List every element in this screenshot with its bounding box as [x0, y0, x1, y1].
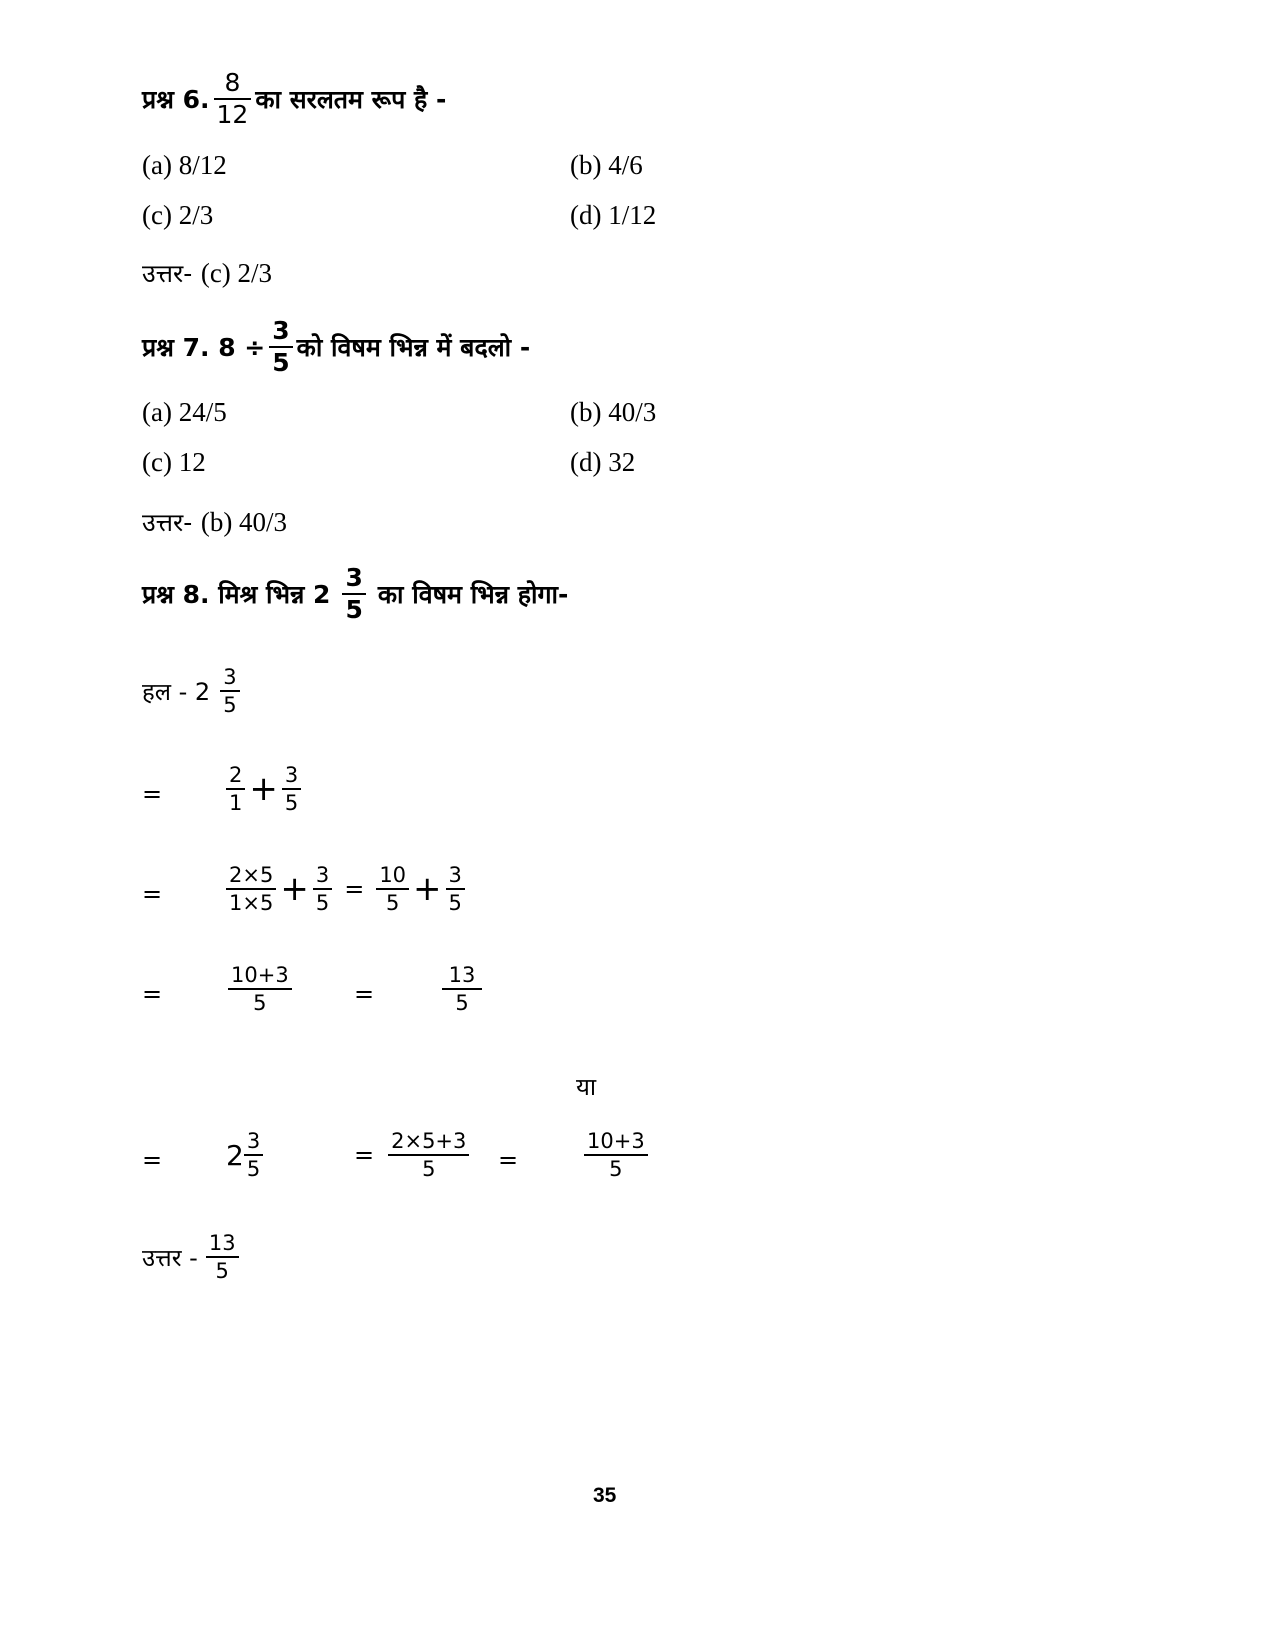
fraction-denominator: 5: [609, 1157, 623, 1182]
fraction-denominator: 5: [448, 891, 462, 916]
q6-fraction-denominator: 12: [216, 100, 249, 130]
step3-fraction-a-body: [228, 964, 292, 1014]
fraction-bar: [226, 888, 276, 890]
q8-suffix: का विषम भिन्न होगा-: [377, 580, 569, 610]
fraction-denominator: 1×5: [229, 891, 274, 916]
q6-option-d: (d) 1/12: [570, 200, 657, 230]
q7-option-c: (c) 12: [142, 447, 206, 477]
q7-heading: [142, 318, 530, 377]
q6-fraction-numerator: 8: [224, 68, 241, 97]
step4-equals-2: =: [498, 1146, 519, 1174]
fraction-bar: [226, 788, 245, 790]
q8-fraction-numerator: 3: [345, 563, 363, 592]
fraction-denominator: 5: [215, 1259, 229, 1284]
fraction-numerator: 13: [208, 1231, 236, 1255]
q7-prefix: प्रश्न 7. 8 ÷: [142, 333, 266, 363]
step3-fraction-b-body: [442, 964, 482, 1014]
fraction-numerator: 3: [315, 863, 330, 887]
q6-fraction: [214, 70, 252, 129]
q7-answer-value: (b) 40/3: [200, 507, 288, 537]
fraction-bar: [442, 988, 482, 990]
q7-answer: [142, 505, 287, 539]
plus-sign: +: [249, 769, 278, 810]
q6-answer-label: उत्तर-: [142, 259, 193, 288]
solution-fraction: [220, 666, 239, 716]
q6-heading: [142, 70, 446, 129]
q6-answer-value: (c) 2/3: [200, 258, 273, 288]
step3-equals: =: [142, 980, 163, 1008]
fraction-bar: [206, 1256, 239, 1258]
fraction-bar: [584, 1154, 648, 1156]
q7-suffix: को विषम भिन्न में बदलो -: [296, 333, 531, 363]
step2-fraction-b: [313, 864, 332, 914]
fraction-bar: [228, 988, 292, 990]
q7-option-b: (b) 40/3: [570, 397, 657, 427]
final-answer-label: उत्तर -: [142, 1243, 198, 1272]
step2-fraction-d: [446, 864, 465, 914]
step2-fraction-c: [376, 864, 409, 914]
step2-equals: =: [142, 880, 163, 908]
fraction-denominator: 5: [284, 791, 299, 816]
q7-fraction-denominator: 5: [272, 348, 290, 378]
fraction-numerator: 2×5+3: [391, 1129, 467, 1153]
final-answer: [142, 1232, 243, 1282]
q8-fraction-denominator: 5: [345, 595, 363, 625]
step4-fraction-c: [580, 1130, 652, 1180]
q6-suffix: का सरलतम रूप है -: [255, 85, 447, 115]
or-text: या: [576, 1073, 597, 1101]
q6-option-a: (a) 8/12: [142, 150, 227, 180]
fraction-denominator: 5: [422, 1157, 436, 1182]
q8-prefix: प्रश्न 8. मिश्र भिन्न 2: [142, 580, 331, 610]
fraction-numerator: 2: [229, 763, 243, 787]
q7-fraction-numerator: 3: [272, 316, 290, 345]
equals-sign: =: [344, 875, 365, 904]
fraction-numerator: 3: [284, 763, 299, 787]
q6-option-c: (c) 2/3: [142, 200, 214, 230]
page-number: 35: [593, 1484, 617, 1507]
step3-fraction-b: [438, 964, 486, 1014]
step4-fraction-c-body: [584, 1130, 648, 1180]
solution-label: हल - 2: [142, 677, 211, 706]
fraction-numerator: 10+3: [231, 963, 289, 987]
fraction-denominator: 5: [455, 991, 469, 1016]
fraction-bar: [282, 788, 301, 790]
q7-fraction: [269, 318, 292, 377]
fraction-denominator: 5: [385, 891, 400, 916]
step1-fraction-b: [282, 764, 301, 814]
solution-heading: [142, 666, 244, 716]
step4-equals: =: [142, 1146, 163, 1174]
fraction-denominator: 5: [246, 1157, 261, 1182]
fraction-bar: [313, 888, 332, 890]
fraction-denominator: 5: [223, 693, 237, 718]
fraction-numerator: 10+3: [587, 1129, 645, 1153]
step1-equals: =: [142, 780, 163, 808]
q8-fraction: [342, 565, 365, 624]
fraction-denominator: 5: [315, 891, 330, 916]
q6-prefix: प्रश्न 6.: [142, 85, 210, 115]
step2-expression: [222, 864, 469, 914]
step4-mixed: [226, 1130, 267, 1180]
fraction-numerator: 3: [246, 1129, 261, 1153]
fraction-bar: [446, 888, 465, 890]
step4-whole: 2: [226, 1138, 244, 1172]
equals-sign: =: [354, 1141, 375, 1170]
fraction-numerator: 13: [448, 963, 476, 987]
fraction-bar: [220, 690, 239, 692]
fraction-bar: [376, 888, 409, 890]
fraction-numerator: 10: [379, 863, 407, 887]
q6-option-b: (b) 4/6: [570, 150, 643, 180]
q7-answer-label: उत्तर-: [142, 508, 193, 537]
fraction-numerator: 3: [448, 863, 462, 887]
q8-heading: [142, 565, 568, 624]
fraction-denominator: 1: [229, 791, 243, 816]
step3-fraction-a: [224, 964, 296, 1014]
q6-answer: [142, 256, 272, 290]
step4-expression: [354, 1130, 473, 1180]
step4-fraction-b: [388, 1130, 469, 1180]
q7-option-d: (d) 32: [570, 447, 636, 477]
step1-expression: [222, 764, 305, 814]
final-answer-fraction: [206, 1232, 239, 1282]
fraction-bar: [388, 1154, 469, 1156]
step2-fraction-a: [226, 864, 276, 914]
plus-sign: +: [413, 869, 442, 910]
fraction-denominator: 5: [253, 991, 267, 1016]
step3-equals-2: =: [354, 980, 375, 1008]
step4-fraction-a: [244, 1130, 263, 1180]
q7-option-a: (a) 24/5: [142, 397, 227, 427]
fraction-numerator: 2×5: [229, 863, 274, 887]
step1-fraction-a: [226, 764, 245, 814]
fraction-bar: [244, 1154, 263, 1156]
plus-sign: +: [280, 869, 309, 910]
fraction-numerator: 3: [223, 665, 237, 689]
